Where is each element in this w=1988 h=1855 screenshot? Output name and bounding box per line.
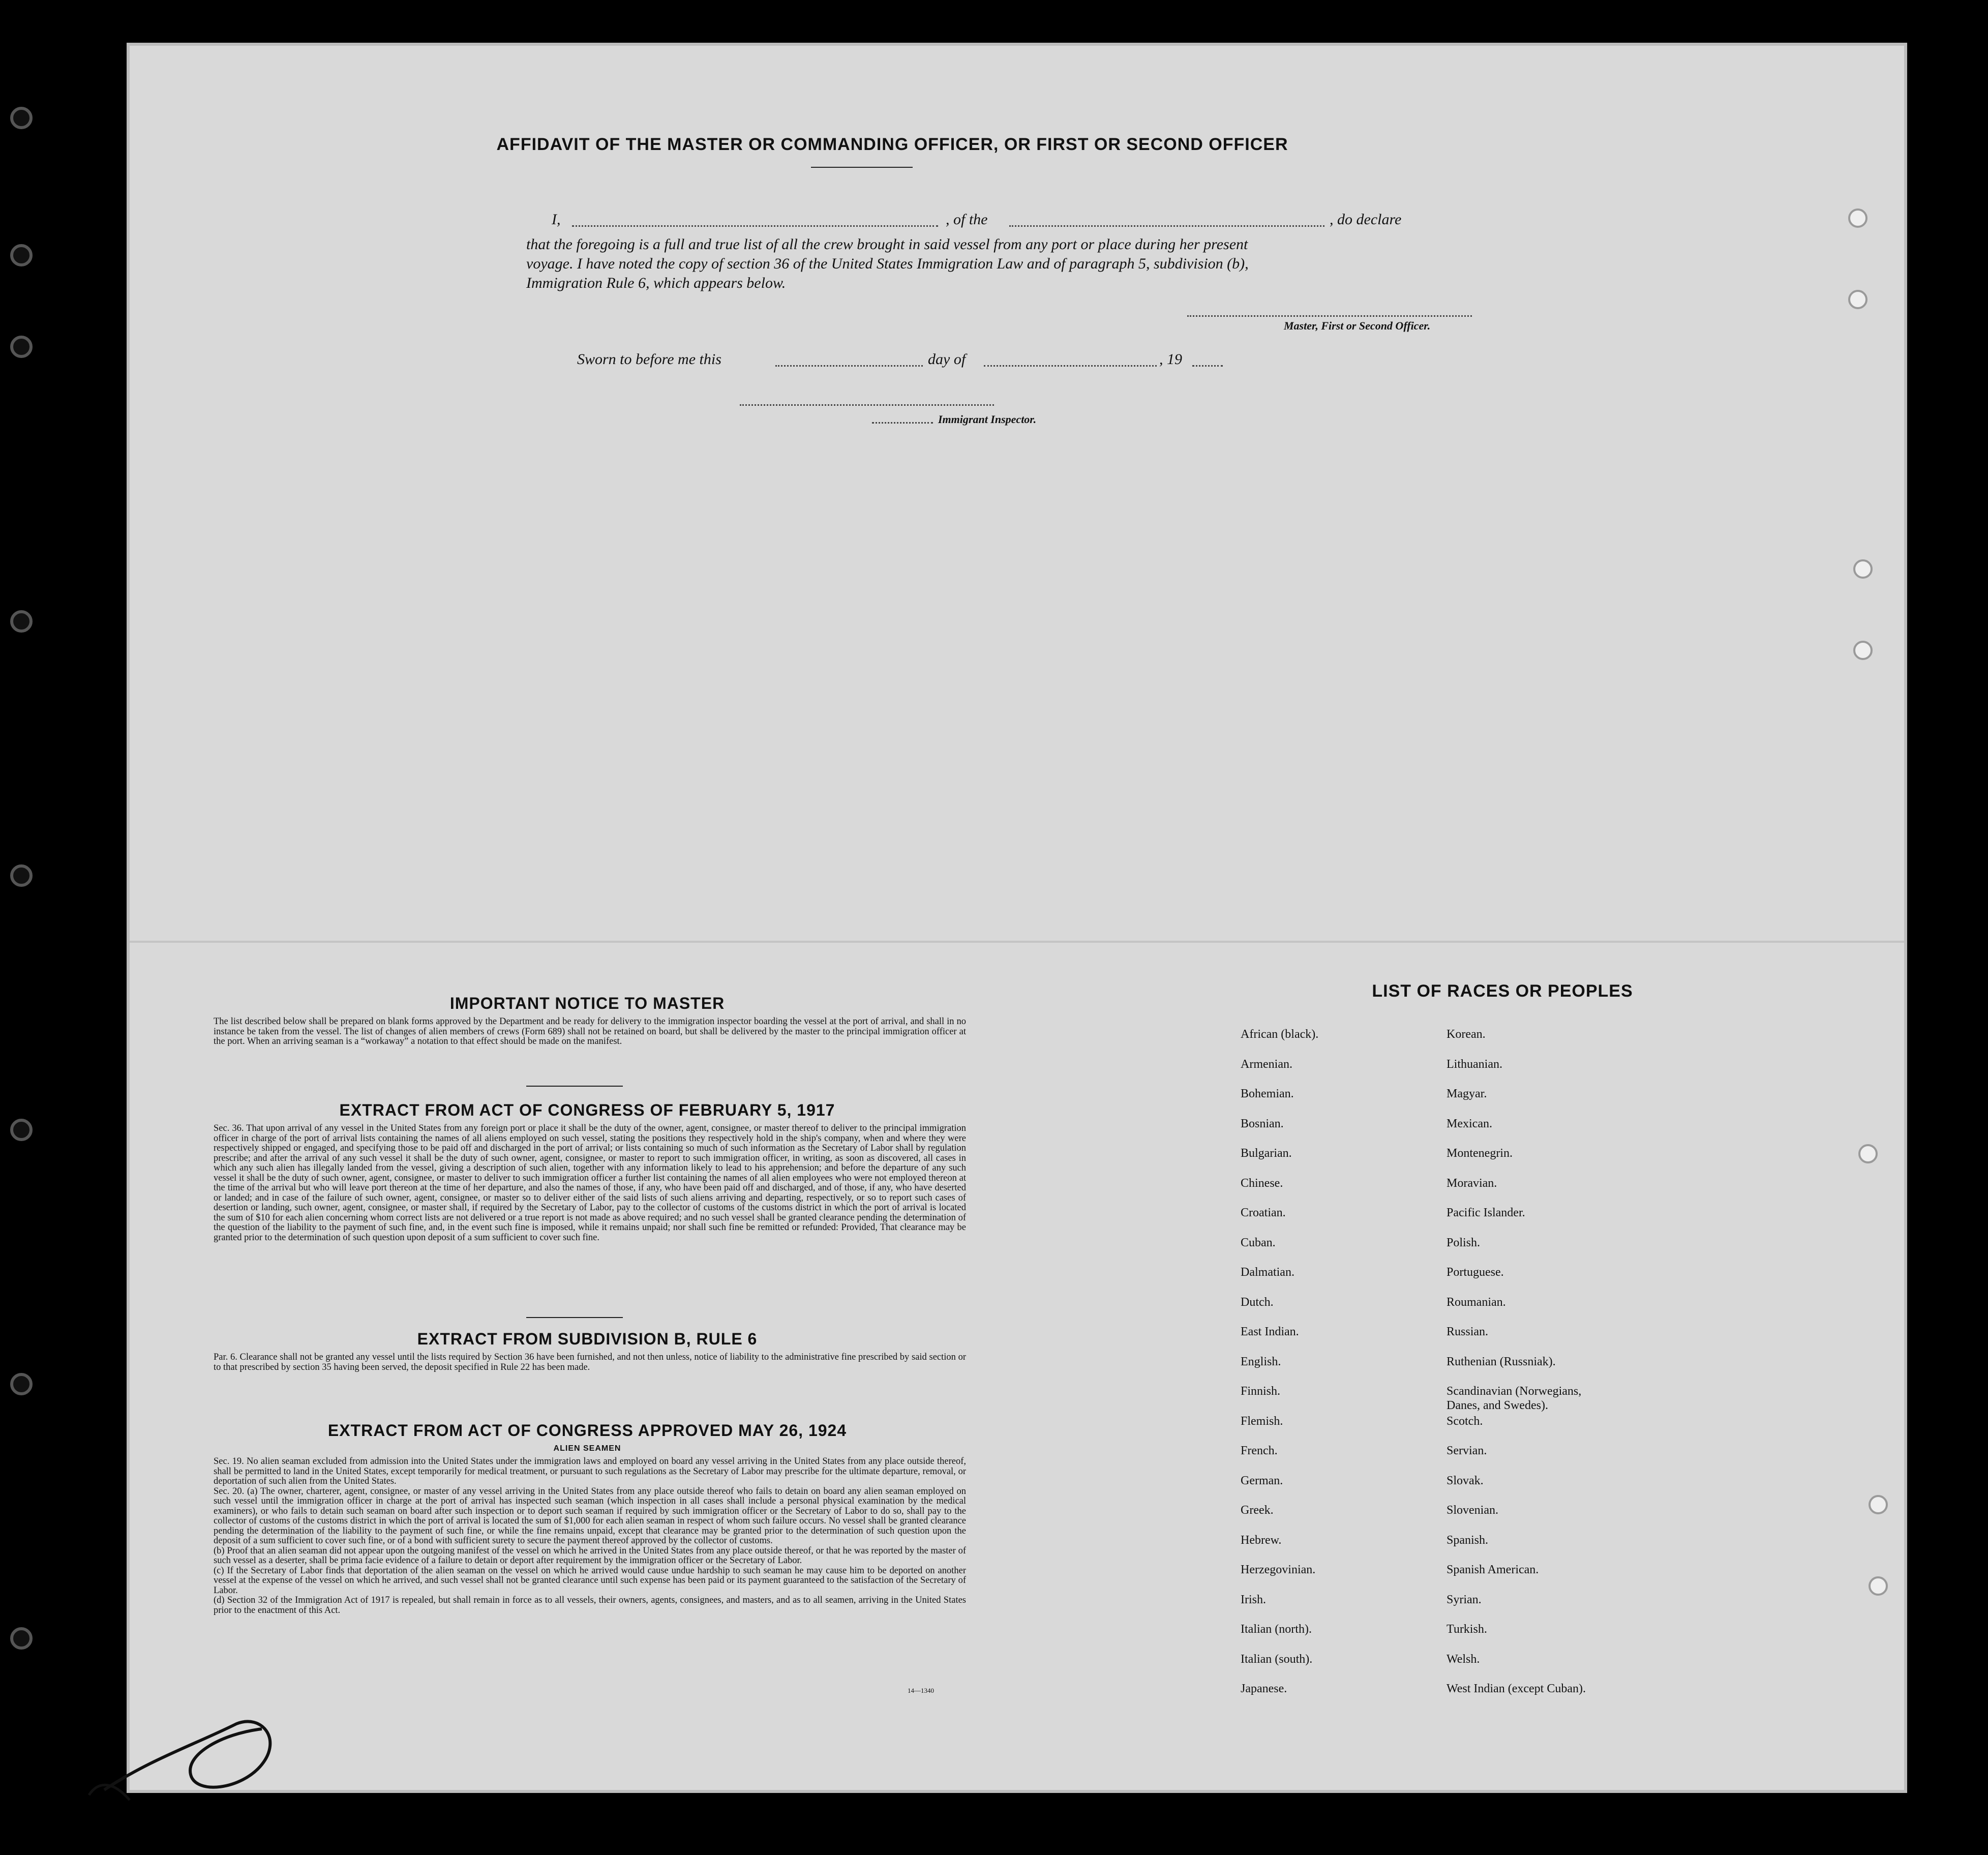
punch-hole xyxy=(1848,208,1867,228)
sworn-line xyxy=(577,351,1289,371)
affidavit-of-the: , of the xyxy=(946,211,988,228)
race-item: Magyar. xyxy=(1447,1087,1487,1100)
punch-hole xyxy=(1858,1144,1878,1163)
sworn-year-blank[interactable] xyxy=(1192,365,1223,367)
race-item: Chinese. xyxy=(1241,1176,1283,1190)
race-item: Montenegrin. xyxy=(1447,1147,1513,1160)
affidavit-line3: voyage. I have noted the copy of section 36 of the United States Immigration Law and of paragraph 5, subdivision (b), xyxy=(526,255,1249,272)
race-item: Flemish. xyxy=(1241,1414,1283,1428)
race-item: Slovenian. xyxy=(1447,1504,1498,1517)
rule6-title: EXTRACT FROM SUBDIVISION B, RULE 6 xyxy=(417,1330,758,1348)
rule6-body: Par. 6. Clearance shall not be granted any vessel until the lists required by Section 36 have been furnished, and not then unless, notice of liability to the administrative fine prescribed by said section or to that prescribed by section 35 having been served, the deposit specified in Rule 22 has been made. xyxy=(214,1352,966,1372)
sec19-text: Sec. 19. No alien seaman excluded from admission into the United States under the immigration laws and employed on board any vessel arriving in the United States from any place outside thereof, shall be permitted to land in the United States, except temporarily for medical treatment, or pursuant to such regulations as the Secretary of Labor may prescribe for the ultimate departure, removal, or deportation of such alien from the United States. xyxy=(214,1456,966,1486)
race-item: Cuban. xyxy=(1241,1236,1276,1249)
title-rule xyxy=(811,167,913,168)
races-title: LIST OF RACES OR PEOPLES xyxy=(1372,981,1633,1001)
race-item: Portuguese. xyxy=(1447,1266,1504,1279)
punch-hole xyxy=(1869,1495,1888,1514)
race-item: English. xyxy=(1241,1355,1281,1368)
race-item: German. xyxy=(1241,1474,1283,1487)
section-rule xyxy=(526,1317,623,1318)
race-item: Bulgarian. xyxy=(1241,1147,1292,1160)
binder-hole xyxy=(10,610,33,633)
sec20c-text: (c) If the Secretary of Labor finds that deportation of the alien seaman on the vessel on which he arrived would cause undue hardship to such seaman he may cause him to be deported on another vessel at the expense of the vessel on which he arrived, and such vessel shall not be granted clearance until such expense has been paid or its payment guaranteed to the satisfaction of the Secretary of Labor. xyxy=(214,1565,966,1596)
punch-hole xyxy=(1853,559,1873,579)
day-of-label: day of xyxy=(928,351,966,368)
vessel-blank[interactable] xyxy=(1009,225,1324,227)
extract-1924-body xyxy=(214,1457,966,1615)
race-item: Scandinavian (Norwegians, Danes, and Swedes). xyxy=(1447,1385,1582,1412)
race-item: Irish. xyxy=(1241,1593,1266,1606)
form-number: 14—1340 xyxy=(908,1687,934,1694)
race-item: Japanese. xyxy=(1241,1682,1287,1695)
binder-hole xyxy=(10,107,33,129)
race-item: Finnish. xyxy=(1241,1385,1281,1398)
race-item: Herzegovinian. xyxy=(1241,1563,1316,1576)
affidavit-line1 xyxy=(552,211,1670,231)
affidavit-line4: Immigration Rule 6, which appears below. xyxy=(526,275,786,291)
punch-hole xyxy=(1853,641,1873,660)
race-item: Turkish. xyxy=(1447,1623,1487,1636)
extract-1917-body: Sec. 36. That upon arrival of any vessel in the United States from any foreign port or place it shall be the duty of the owner, agent, consignee, or master thereof to deliver to the principal immigration officer in charge of the port of arrival lists containing the names of all aliens employed on such vessel, stating the positions they respectively hold in the ship's company, when and where they were respectively shipped or engaged, and specifying those to be paid off and discharged in the port of arrival; or lists containing so much of such information as the Secretary of Labor shall by regulation prescribe; and after the arrival of any such vessel it shall be the duty of such owner, agent, consignee, or master to report to such immigration officer, in writing, as soon as discovered, all cases in which any such alien has illegally landed from the vessel, giving a description of such alien, together with any information likely to lead to his apprehension; and before the departure of any such vessel it shall be the duty of such owner, agent, consignee, or master to deliver to such immigration officer a further list containing the names of all alien employees who were not employed thereon at the time of the arrival but who will leave port thereon at the time of her departure, and also the names of those, if any, who have been paid off and discharged, and of those, if any, who have deserted or landed; and in case of the failure of such owner, agent, consignee, or master so to deliver either of the said lists of such aliens arriving and departing, respectively, or so to report such cases of desertion or landing, such owner, agent, consignee, or master shall, if required by the Secretary of Labor, pay to the collector of customs of the customs district in which the port of arrival is located the sum of $10 for each alien concerning whom correct lists are not delivered or a true report is not made as above required; and no such vessel shall be granted clearance pending the determination of the question of the liability to the payment of such fine, and, in the event such fine is imposed, while it remains unpaid; nor shall such fine be remitted or refunded: Provided, That clearance may be granted prior to the determination of such question upon deposit of a sum sufficient to cover such fine. xyxy=(214,1123,966,1243)
extract-1924-title: EXTRACT FROM ACT OF CONGRESS APPROVED MAY 26, 1924 xyxy=(327,1421,847,1440)
race-item: Welsh. xyxy=(1447,1652,1480,1666)
inspector-signature-blank[interactable] xyxy=(740,404,994,406)
race-item: West Indian (except Cuban). xyxy=(1447,1682,1586,1695)
handwritten-mark xyxy=(69,1693,374,1815)
race-item: Russian. xyxy=(1447,1325,1489,1338)
inspector-label: Immigrant Inspector. xyxy=(938,413,1037,426)
race-item: East Indian. xyxy=(1241,1325,1299,1338)
name-blank[interactable] xyxy=(572,225,938,227)
race-item: Polish. xyxy=(1447,1236,1481,1249)
race-item: Slovak. xyxy=(1447,1474,1484,1487)
race-item: Scotch. xyxy=(1447,1414,1483,1428)
fold-line xyxy=(130,941,1904,943)
race-item: Moravian. xyxy=(1447,1176,1497,1190)
master-signature-label: Master, First or Second Officer. xyxy=(1284,319,1431,332)
notice-title: IMPORTANT NOTICE TO MASTER xyxy=(449,994,725,1012)
race-item: Italian (south). xyxy=(1241,1652,1313,1666)
sworn-label: Sworn to before me this xyxy=(577,351,721,368)
sworn-day-blank[interactable] xyxy=(775,365,923,367)
notice-body: The list described below shall be prepared on blank forms approved by the Department and be ready for delivery to the immigration inspector boarding the vessel at the port of arrival, and shall in no instance be taken from the vessel. The list of changes of alien members of crews (Form 689) shall not be retained on board, but shall be delivered by the master to the principal immigration officer at the port. When an arriving seaman is a “workaway” a notation to that effect should be made on the manifest. xyxy=(214,1016,966,1046)
race-item: Roumanian. xyxy=(1447,1295,1506,1309)
punch-hole xyxy=(1848,290,1867,309)
section-rule xyxy=(526,1086,623,1087)
punch-hole xyxy=(1869,1576,1888,1596)
affidavit-title: AFFIDAVIT OF THE MASTER OR COMMANDING OFFICER, OR FIRST OR SECOND OFFICER xyxy=(496,135,1288,154)
race-item: African (black). xyxy=(1241,1028,1319,1041)
race-item: Dalmatian. xyxy=(1241,1266,1294,1279)
race-item: Hebrew. xyxy=(1241,1533,1282,1547)
extract-1924-subtitle: ALIEN SEAMEN xyxy=(553,1444,621,1453)
race-item: Greek. xyxy=(1241,1504,1274,1517)
race-item: Dutch. xyxy=(1241,1295,1274,1309)
race-item: Bosnian. xyxy=(1241,1117,1284,1130)
master-signature-blank[interactable] xyxy=(1187,315,1472,317)
race-item: Syrian. xyxy=(1447,1593,1482,1606)
inspector-dot-lead xyxy=(872,422,933,424)
race-item: Lithuanian. xyxy=(1447,1057,1502,1071)
race-item: Italian (north). xyxy=(1241,1623,1312,1636)
sec20a-text: Sec. 20. (a) The owner, charterer, agent, consignee, or master of any vessel arriving in the United States from any place outside thereof who fails to detain on board any alien seaman employed on such vessel until the immigration officer in charge at the port of arrival has inspected such seaman (which inspection in all cases shall include a personal physical examination by the medical examiners), or who fails to detain such seaman on board after such inspection or to deport such seaman if required by such immigration officer or the Secretary of Labor to do so, shall pay to the collector of customs of the customs district in which the port of arrival is located the sum of $1,000 for each alien seaman in respect of whom such failure occurs. No vessel shall be granted clearance pending the determination of the liability to the payment of such fine, or while the fine remains unpaid, except that clearance may be granted prior to the determination of such question upon the deposit of a sum sufficient to cover such fine, or of a bond with sufficient surety to secure the payment thereof approved by the collector of customs. xyxy=(214,1486,966,1546)
binder-hole xyxy=(10,1119,33,1141)
race-item: Korean. xyxy=(1447,1028,1486,1041)
race-item: Armenian. xyxy=(1241,1057,1292,1071)
race-item: French. xyxy=(1241,1444,1278,1457)
sec20b-text: (b) Proof that an alien seaman did not appear upon the outgoing manifest of the vessel on which he arrived in the United States from any place outside thereof, or that he was reported by the master of such vessel as a deserter, shall be prima facie evidence of a failure to detain or deport after requirement by the immigration officer or the Secretary of Labor. xyxy=(214,1545,966,1566)
race-item: Ruthenian (Russniak). xyxy=(1447,1355,1556,1368)
sec20d-text: (d) Section 32 of the Immigration Act of 1917 is repealed, but shall remain in force as to all vessels, their owners, agents, consignees, and masters, and as to all seamen, arriving in the United States prior to the enactment of this Act. xyxy=(214,1595,966,1615)
binder-hole xyxy=(10,1373,33,1395)
affidavit-i-label: I, xyxy=(552,211,561,228)
race-item: Spanish. xyxy=(1447,1533,1489,1547)
manifest-sheet xyxy=(130,46,1904,1790)
race-item: Bohemian. xyxy=(1241,1087,1294,1100)
race-item: Croatian. xyxy=(1241,1206,1286,1219)
sworn-month-blank[interactable] xyxy=(984,365,1157,367)
binder-hole xyxy=(10,336,33,358)
race-item: Pacific Islander. xyxy=(1447,1206,1525,1219)
affidavit-line2: that the foregoing is a full and true list of all the crew brought in said vessel from any port or place during her present xyxy=(526,236,1248,253)
affidavit-do-declare: , do declare xyxy=(1330,211,1402,228)
race-item: Spanish American. xyxy=(1447,1563,1539,1576)
extract-1917-title: EXTRACT FROM ACT OF CONGRESS OF FEBRUARY 5, 1917 xyxy=(339,1101,835,1119)
binder-hole xyxy=(10,864,33,887)
affidavit-body xyxy=(526,235,1645,293)
binder-hole xyxy=(10,244,33,266)
year-label: , 19 xyxy=(1159,351,1182,368)
race-item: Servian. xyxy=(1447,1444,1487,1457)
binder-hole xyxy=(10,1627,33,1650)
race-item: Mexican. xyxy=(1447,1117,1492,1130)
